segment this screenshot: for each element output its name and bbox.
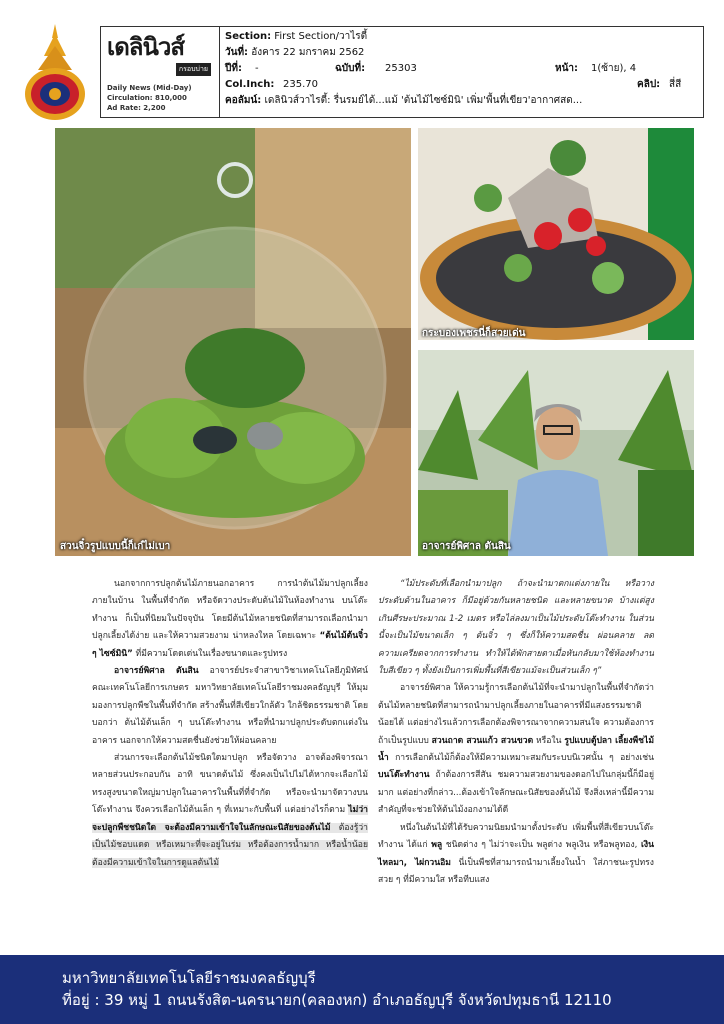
- teacher-photo: [418, 350, 694, 556]
- right-p3-text3: นี่เป็นพืชที่สามารถนำมาเลี้ยงในน้ำ ใส่ภาชนะรูปทรงสวย ๆ ที่มีความใส หรือทีบแสง: [378, 857, 654, 885]
- article-column-right: [378, 576, 654, 889]
- right-p2-hl2: รูปแบบตู้ปลา เลี้ยงพืชไม้น้ำ: [378, 735, 655, 764]
- terrarium-caption: สวนจิ๋วรูปแบบนี้ก็เก๋ไม่เบา: [60, 541, 171, 552]
- left-p3-highlight: ไม่ว่าจะปลูกพืชชนิดใด จะต้องมีความเข้าใจในลักษณะนิสัยของต้นไม้: [92, 805, 368, 833]
- clip-value: สี่สี: [669, 79, 682, 90]
- left-p1-text: นอกจากการปลูกต้นไม้ภายนอกอาคาร การนำต้นไม้มาปลูกเลี้ยงภายในบ้าน ในพื้นที่จำกัด หรือจัดวางประดับต้นไม้ในห้องทำงาน บนโต๊ะทำงาน ก็เป็นที่นิยมในปัจจุบัน โดยมีต้นไม้หลายชนิดที่สามารถเลือกนำมาปลูกเลี้ยงได้ง่าย และให้ความสวยงาม น่าหลงใหล โดยเฉพาะ: [92, 579, 368, 642]
- edition: Daily News (Mid-Day): [107, 84, 192, 92]
- right-p2-text3: การเลือกต้นไม้ก็ต้องให้มีความเหมาะสมกับระบบนิเวศนั้น ๆ อย่างเช่น: [388, 753, 654, 764]
- column-row: [225, 93, 701, 109]
- right-p3-text2: ชนิดต่าง ๆ ไม่ว่าจะเป็น พลูด่าง พลูเงิน หรือพลูทอง,: [442, 840, 641, 851]
- right-p2-text4: ถ้าต้องการสีสัน ชมความสวยงามของดอกไปในกลุ่มนี้ก็มีอยู่มาก แต่อย่างที่กล่าว...ต้องเข้าใจลักษณะนิสัยของต้นไม้ จึงสิ่งเหล่านี้มีความสำคัญที่จะช่วยให้ต้นไม้งอกงามได้ดี: [378, 770, 654, 816]
- date-row: [225, 45, 701, 61]
- circulation: Circulation: 810,000: [107, 94, 187, 102]
- issue-value: 25303: [385, 63, 417, 74]
- cactus-photo: [418, 128, 694, 340]
- left-p3-text: ส่วนการจะเลือกต้นไม้ชนิดใดมาปลูก หรือจัดวาง อาจต้องพิจารณาหลายส่วนประกอบกัน อาทิ ขนาดต้นไม้ ซึ่งคงเป็นไปไม่ได้หากจะเลือกไม้ทรงสูงขนาดใหญ่มาปลูกในอาคารในพื้นที่ที่จำกัด หรือจะนำมาจัดวางบนโต๊ะทำงาน จึงควรเลือกไม้ต้นเล็ก ๆ ที่เหมาะกับพื้นที่ แต่อย่างไรก็ตาม: [92, 753, 368, 816]
- terrarium-photo: [55, 128, 411, 556]
- divider: [219, 27, 220, 117]
- page-label: หน้า:: [555, 63, 579, 74]
- right-quote: “ไม้ประดับที่เลือกนำมาปลูก ถ้าจะนำมาตกแต่งภายใน หรือวางประดับด้านในอาคาร ก็มีอยู่ด้วยกันหลายชนิด และหลายขนาด บ้างแต่สูงเกินศีรษะประมาณ 1-2 เมตร หรือไล่ลงมาเป็นไม้ประดับโต๊ะทำงาน ในส่วนนี้จะเป็นไม้ขนาดเล็ก ๆ ต้นจิ๋ว ๆ ซึ่งก็ให้ความสดชื่น ผ่อนคลาย ลดความเครียดจากการทำงาน ทำให้ได้พักสายตาเมื่อหันกลับมาใช้ห้องทำงานใบสีเขียว ๆ ทั้งยังเป็นการเพิ่มพื้นที่สีเขียวแม้จะเป็นส่วนเล็ก ๆ”: [378, 579, 654, 677]
- colinch-label: Col.Inch:: [225, 79, 275, 90]
- right-paragraph-2: [378, 680, 654, 819]
- page-value: 1(ซ้าย), 4: [591, 63, 637, 74]
- newspaper-name: เดลินิวส์: [107, 33, 185, 61]
- clipping-meta: [225, 29, 701, 109]
- left-p3-tail: ต้องรู้ว่าเป็นไม้ชอบแดด หรือเหมาะที่จะอยู่ในร่ม หรือต้องการน้ำมาก หรือน้ำน้อย ต้องมีความเข้าใจในการดูแลต้นไม้: [92, 822, 368, 868]
- right-p2-hl3: บนโต๊ะทำงาน: [378, 770, 430, 781]
- left-p1-quote: “ต้นไม้ต้นจิ๋ว ๆ ไซซ์มินิ”: [92, 631, 368, 659]
- teacher-name: อาจารย์พิศาล ตันสิน: [114, 666, 199, 677]
- footer: [0, 955, 724, 1024]
- right-p3-hl2: เงินไหลมา, ไผ่กวนอิม: [378, 840, 654, 868]
- teacher-caption: อาจารย์พิศาล ตันสิน: [422, 541, 511, 552]
- section-row: [225, 29, 701, 45]
- left-paragraph-2: [92, 663, 368, 750]
- cactus-caption: กระบองเพชรนี่ก็สวยเด่น: [422, 328, 526, 339]
- column-value: เดลินิวส์วาไรตี้: รื่นรมย์ได้...แม้ 'ต้นไม้ไซซ์มินิ' เพิ่ม'พื้นที่เขียว'อากาศสด...: [264, 95, 583, 106]
- newspaper-masthead: [107, 33, 215, 75]
- issue-label: ฉบับที่:: [335, 63, 366, 74]
- colinch-row: [225, 77, 701, 93]
- left-p2-text: อาจารย์ประจำสาขาวิชาเทคโนโลยีภูมิทัศน์ คณะเทคโนโลยีการเกษตร มหาวิทยาลัยเทคโนโลยีราชมงคลธัญบุรี ให้มุมมองการปลูกพืชในพื้นที่จำกัด สร้างพื้นที่สีเขียวใกล้ตัว ใกล้ชิดธรรมชาติ โดยบอกว่า ต้นไม้ต้นเล็ก ๆ บนโต๊ะทำงาน หรือที่นำมาปลูกประดับตกแต่งในอาคาร นอกจากให้ความสดชื่นยังช่วยให้ผ่อนคลาย: [92, 666, 368, 746]
- year-value: -: [255, 63, 259, 74]
- paper-meta: [107, 83, 192, 113]
- column-label: คอลัมน์:: [225, 95, 262, 106]
- clipping-header: [100, 26, 704, 118]
- date-label: วันที่:: [225, 47, 249, 58]
- section-label: Section:: [225, 31, 272, 42]
- article-column-left: [92, 576, 368, 872]
- year-label: ปีที่:: [225, 63, 242, 74]
- right-p2-text: อาจารย์พิศาล ให้ความรู้การเลือกต้นไม้ที่จะนำมาปลูกในพื้นที่จำกัดว่า ต้นไม้หลายชนิดที่สามารถนำมาปลูกเลี้ยงภายในอาคารที่มีแสงธรรมชาติน้อยได้ แต่อย่างไรแล้วการเลือกต้องพิจารณาจากความสนใจ ความต้องการ ถ้าเป็นรูปแบบ: [378, 683, 654, 746]
- newspaper-subtitle: กรอบบ่าย: [176, 63, 211, 76]
- clip-label: คลิป:: [637, 79, 661, 90]
- right-p2-text2: หรือใน: [533, 735, 565, 746]
- left-paragraph-3: [92, 750, 368, 872]
- left-paragraph-1: [92, 576, 368, 663]
- right-paragraph-3: [378, 820, 654, 890]
- right-p3-hl1: พลู: [431, 840, 443, 851]
- date-value: อังคาร 22 มกราคม 2562: [251, 47, 365, 58]
- section-value: First Section/วาไรตี้: [274, 31, 368, 42]
- colinch-value: 235.70: [283, 79, 318, 90]
- right-p2-hl1: สวนถาด สวนแก้ว สวนขวด: [431, 735, 534, 746]
- left-p1-tail: ที่มีความโดดเด่นในเรื่องขนาดและรูปทรง: [132, 648, 288, 659]
- year-row: [225, 61, 701, 77]
- right-p3-text: หนึ่งในต้นไม้ที่ได้รับความนิยมนำมาตั้งประดับ เพิ่มพื้นที่สีเขียวบนโต๊ะทำงาน ได้แก่: [378, 822, 654, 851]
- university-logo: [22, 22, 88, 122]
- footer-university: มหาวิทยาลัยเทคโนโลยีราชมงคลธัญบุรี: [62, 969, 316, 987]
- ad-rate: Ad Rate: 2,200: [107, 104, 166, 112]
- footer-address: ที่อยู่ : 39 หมู่ 1 ถนนรังสิต-นครนายก(คลองหก) อำเภอธัญบุรี จังหวัดปทุมธานี 12110: [62, 991, 612, 1009]
